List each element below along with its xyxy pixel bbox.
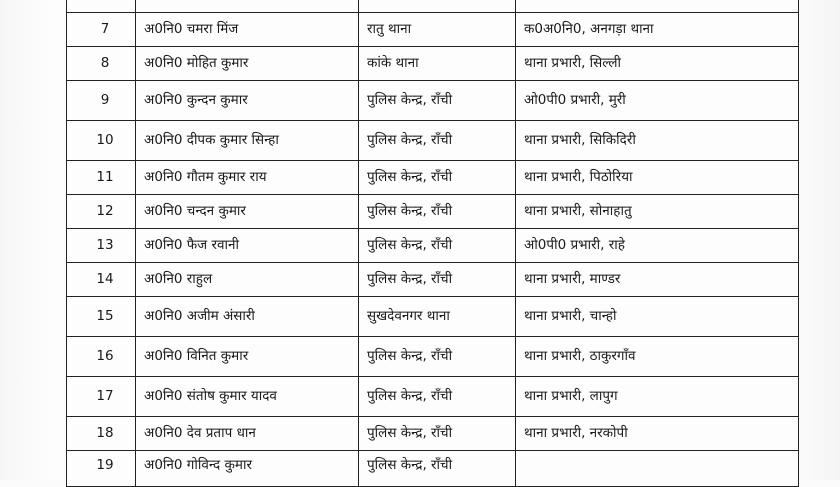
table-row (67, 161, 799, 195)
officer-name-cell (136, 0, 359, 13)
current-posting-cell (359, 0, 516, 13)
serial-number-cell (67, 0, 136, 13)
table-row (67, 337, 799, 377)
current-posting-cell: पुलिस केन्द्र, राँची (359, 263, 516, 297)
table-row (67, 0, 799, 13)
new-posting-cell: थाना प्रभारी, ठाकुरगाँव (516, 337, 799, 377)
current-posting-cell: पुलिस केन्द्र, राँची (359, 121, 516, 161)
officer-name-cell: अ0नि0 चमरा मिंज (136, 13, 359, 47)
table-row (67, 195, 799, 229)
new-posting-cell (516, 0, 799, 13)
serial-number-cell: 16 (67, 337, 136, 377)
new-posting-cell: थाना प्रभारी, सिल्ली (516, 47, 799, 81)
officer-name-cell: अ0नि0 कुन्दन कुमार (136, 81, 359, 121)
table-row (67, 47, 799, 81)
new-posting-cell: थाना प्रभारी, सोनाहातु (516, 195, 799, 229)
officer-name-cell: अ0नि0 संतोष कुमार यादव (136, 377, 359, 417)
table-row (67, 229, 799, 263)
new-posting-cell: ओ0पी0 प्रभारी, मुरी (516, 81, 799, 121)
table-row (67, 377, 799, 417)
serial-number-cell: 7 (67, 13, 136, 47)
new-posting-cell: क0अ0नि0, अनगड़ा थाना (516, 13, 799, 47)
officer-name-cell: अ0नि0 राहुल (136, 263, 359, 297)
current-posting-cell: सुखदेवनगर थाना (359, 297, 516, 337)
current-posting-cell: पुलिस केन्द्र, राँची (359, 377, 516, 417)
serial-number-cell: 19 (67, 451, 136, 487)
table-row (67, 121, 799, 161)
new-posting-cell: थाना प्रभारी, लापुग (516, 377, 799, 417)
table-row (67, 13, 799, 47)
serial-number-cell: 15 (67, 297, 136, 337)
current-posting-cell: पुलिस केन्द्र, राँची (359, 451, 516, 487)
current-posting-cell: पुलिस केन्द्र, राँची (359, 337, 516, 377)
new-posting-cell: थाना प्रभारी, माण्डर (516, 263, 799, 297)
new-posting-cell: थाना प्रभारी, पिठोरिया (516, 161, 799, 195)
serial-number-cell: 9 (67, 81, 136, 121)
new-posting-cell: ओ0पी0 प्रभारी, राहे (516, 229, 799, 263)
officer-name-cell: अ0नि0 मोहित कुमार (136, 47, 359, 81)
officer-name-cell: अ0नि0 फैज रवानी (136, 229, 359, 263)
officer-name-cell: अ0नि0 गोविन्द कुमार (136, 451, 359, 487)
serial-number-cell: 8 (67, 47, 136, 81)
serial-number-cell: 17 (67, 377, 136, 417)
officer-name-cell: अ0नि0 चन्दन कुमार (136, 195, 359, 229)
officer-name-cell: अ0नि0 देव प्रताप धान (136, 417, 359, 451)
current-posting-cell: पुलिस केन्द्र, राँची (359, 417, 516, 451)
table-row (67, 263, 799, 297)
current-posting-cell: पुलिस केन्द्र, राँची (359, 161, 516, 195)
current-posting-cell: पुलिस केन्द्र, राँची (359, 195, 516, 229)
serial-number-cell: 14 (67, 263, 136, 297)
officer-name-cell: अ0नि0 अजीम अंसारी (136, 297, 359, 337)
serial-number-cell: 11 (67, 161, 136, 195)
officer-name-cell: अ0नि0 गौतम कुमार राय (136, 161, 359, 195)
transfer-table (66, 0, 799, 487)
new-posting-cell: थाना प्रभारी, नरकोपी (516, 417, 799, 451)
table-row (67, 297, 799, 337)
officer-name-cell: अ0नि0 विनित कुमार (136, 337, 359, 377)
new-posting-cell: थाना प्रभारी, सिकिदिरी (516, 121, 799, 161)
new-posting-cell: थाना प्रभारी, चान्हो (516, 297, 799, 337)
new-posting-cell (516, 451, 799, 487)
serial-number-cell: 10 (67, 121, 136, 161)
table-row (67, 451, 799, 487)
serial-number-cell: 12 (67, 195, 136, 229)
current-posting-cell: कांके थाना (359, 47, 516, 81)
officer-name-cell: अ0नि0 दीपक कुमार सिन्हा (136, 121, 359, 161)
serial-number-cell: 18 (67, 417, 136, 451)
table-row (67, 417, 799, 451)
current-posting-cell: पुलिस केन्द्र, राँची (359, 229, 516, 263)
current-posting-cell: रातु थाना (359, 13, 516, 47)
serial-number-cell: 13 (67, 229, 136, 263)
table-row (67, 81, 799, 121)
current-posting-cell: पुलिस केन्द्र, राँची (359, 81, 516, 121)
